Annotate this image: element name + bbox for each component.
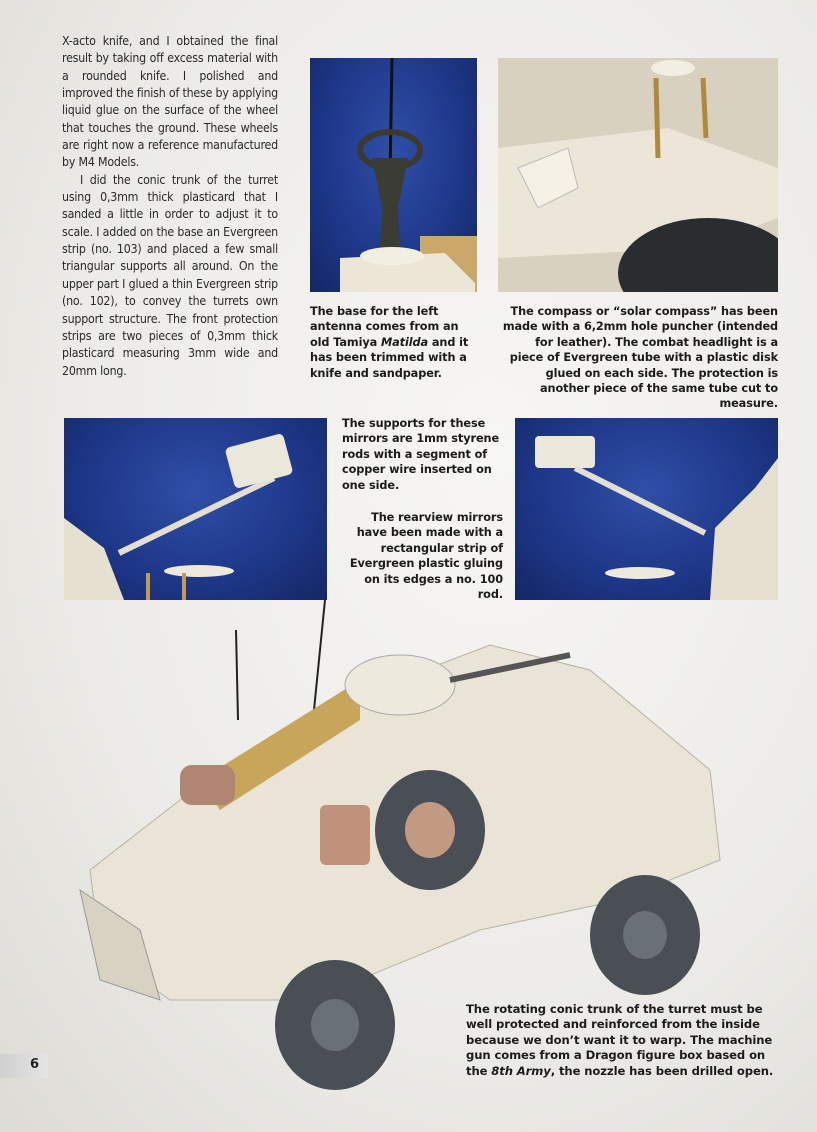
page-number: 6 <box>30 1057 40 1072</box>
article-paragraph: X-acto knife, and I obtained the final result by taking off excess material with a rounded knife. I polished and improved the finish of these by applying liquid glue on the surface of the wheel that touches the ground. These wheels are right now a reference manufactured by M4 Models. <box>62 34 278 170</box>
mirror-left-illustration <box>64 418 327 600</box>
caption-mirror-supports: The supports for these mirrors are 1mm styrene rods with a segment of copper wire inserted on one side. <box>342 417 500 492</box>
caption-text: The base for the left antenna comes from an old Tamiya <box>310 305 459 349</box>
article-paragraph: I did the conic trunk of the turret using 0,3mm thick plasticard that I sanded a little in order to adjust it to scale. I added on the base an Evergreen strip (no. 103) and placed a few small triangular supports all around. On the upper part I glued a thin Evergreen strip (no. 102), to convey the turrets own support structure. The front protection strips are two pieces of 0,3mm thick plasticard measuring 3mm wide and 20mm long. <box>62 172 278 378</box>
caption-text: and it has been trimmed with a knife and sandpaper. <box>310 335 469 380</box>
caption-text: The rotating conic trunk of the turret must be well protected and reinforced from the inside because we don’t want it to warp. The machine gun comes from a Dragon figure box based on the <box>466 1002 773 1078</box>
caption-turret <box>466 1002 786 1079</box>
caption-antenna <box>310 304 480 381</box>
caption-text: , the nozzle has been drilled open. <box>550 1063 774 1078</box>
photo-mirror-left <box>64 418 327 600</box>
photo-mirror-right <box>515 418 778 600</box>
photo-antenna-base <box>310 58 477 292</box>
article-body <box>62 33 278 380</box>
antenna-base-illustration <box>310 58 477 292</box>
caption-italic: 8th Army <box>491 1063 551 1078</box>
caption-compass: The compass or “solar compass” has been made with a 6,2mm hole puncher (intended for leather). The combat headlight is a piece of Evergreen tube with a plastic disk glued on each side. The protection is another piece of the same tube cut to measure. <box>502 305 778 411</box>
compass-illustration <box>498 58 778 292</box>
mirror-right-illustration <box>515 418 778 600</box>
page-number-tab <box>0 1054 48 1078</box>
photo-compass <box>498 58 778 292</box>
caption-italic: Matilda <box>381 335 429 349</box>
caption-rearview-mirrors: The rearview mirrors have been made with a rectangular strip of Evergreen plastic gluing on its edges a no. 100 rod. <box>349 511 503 602</box>
